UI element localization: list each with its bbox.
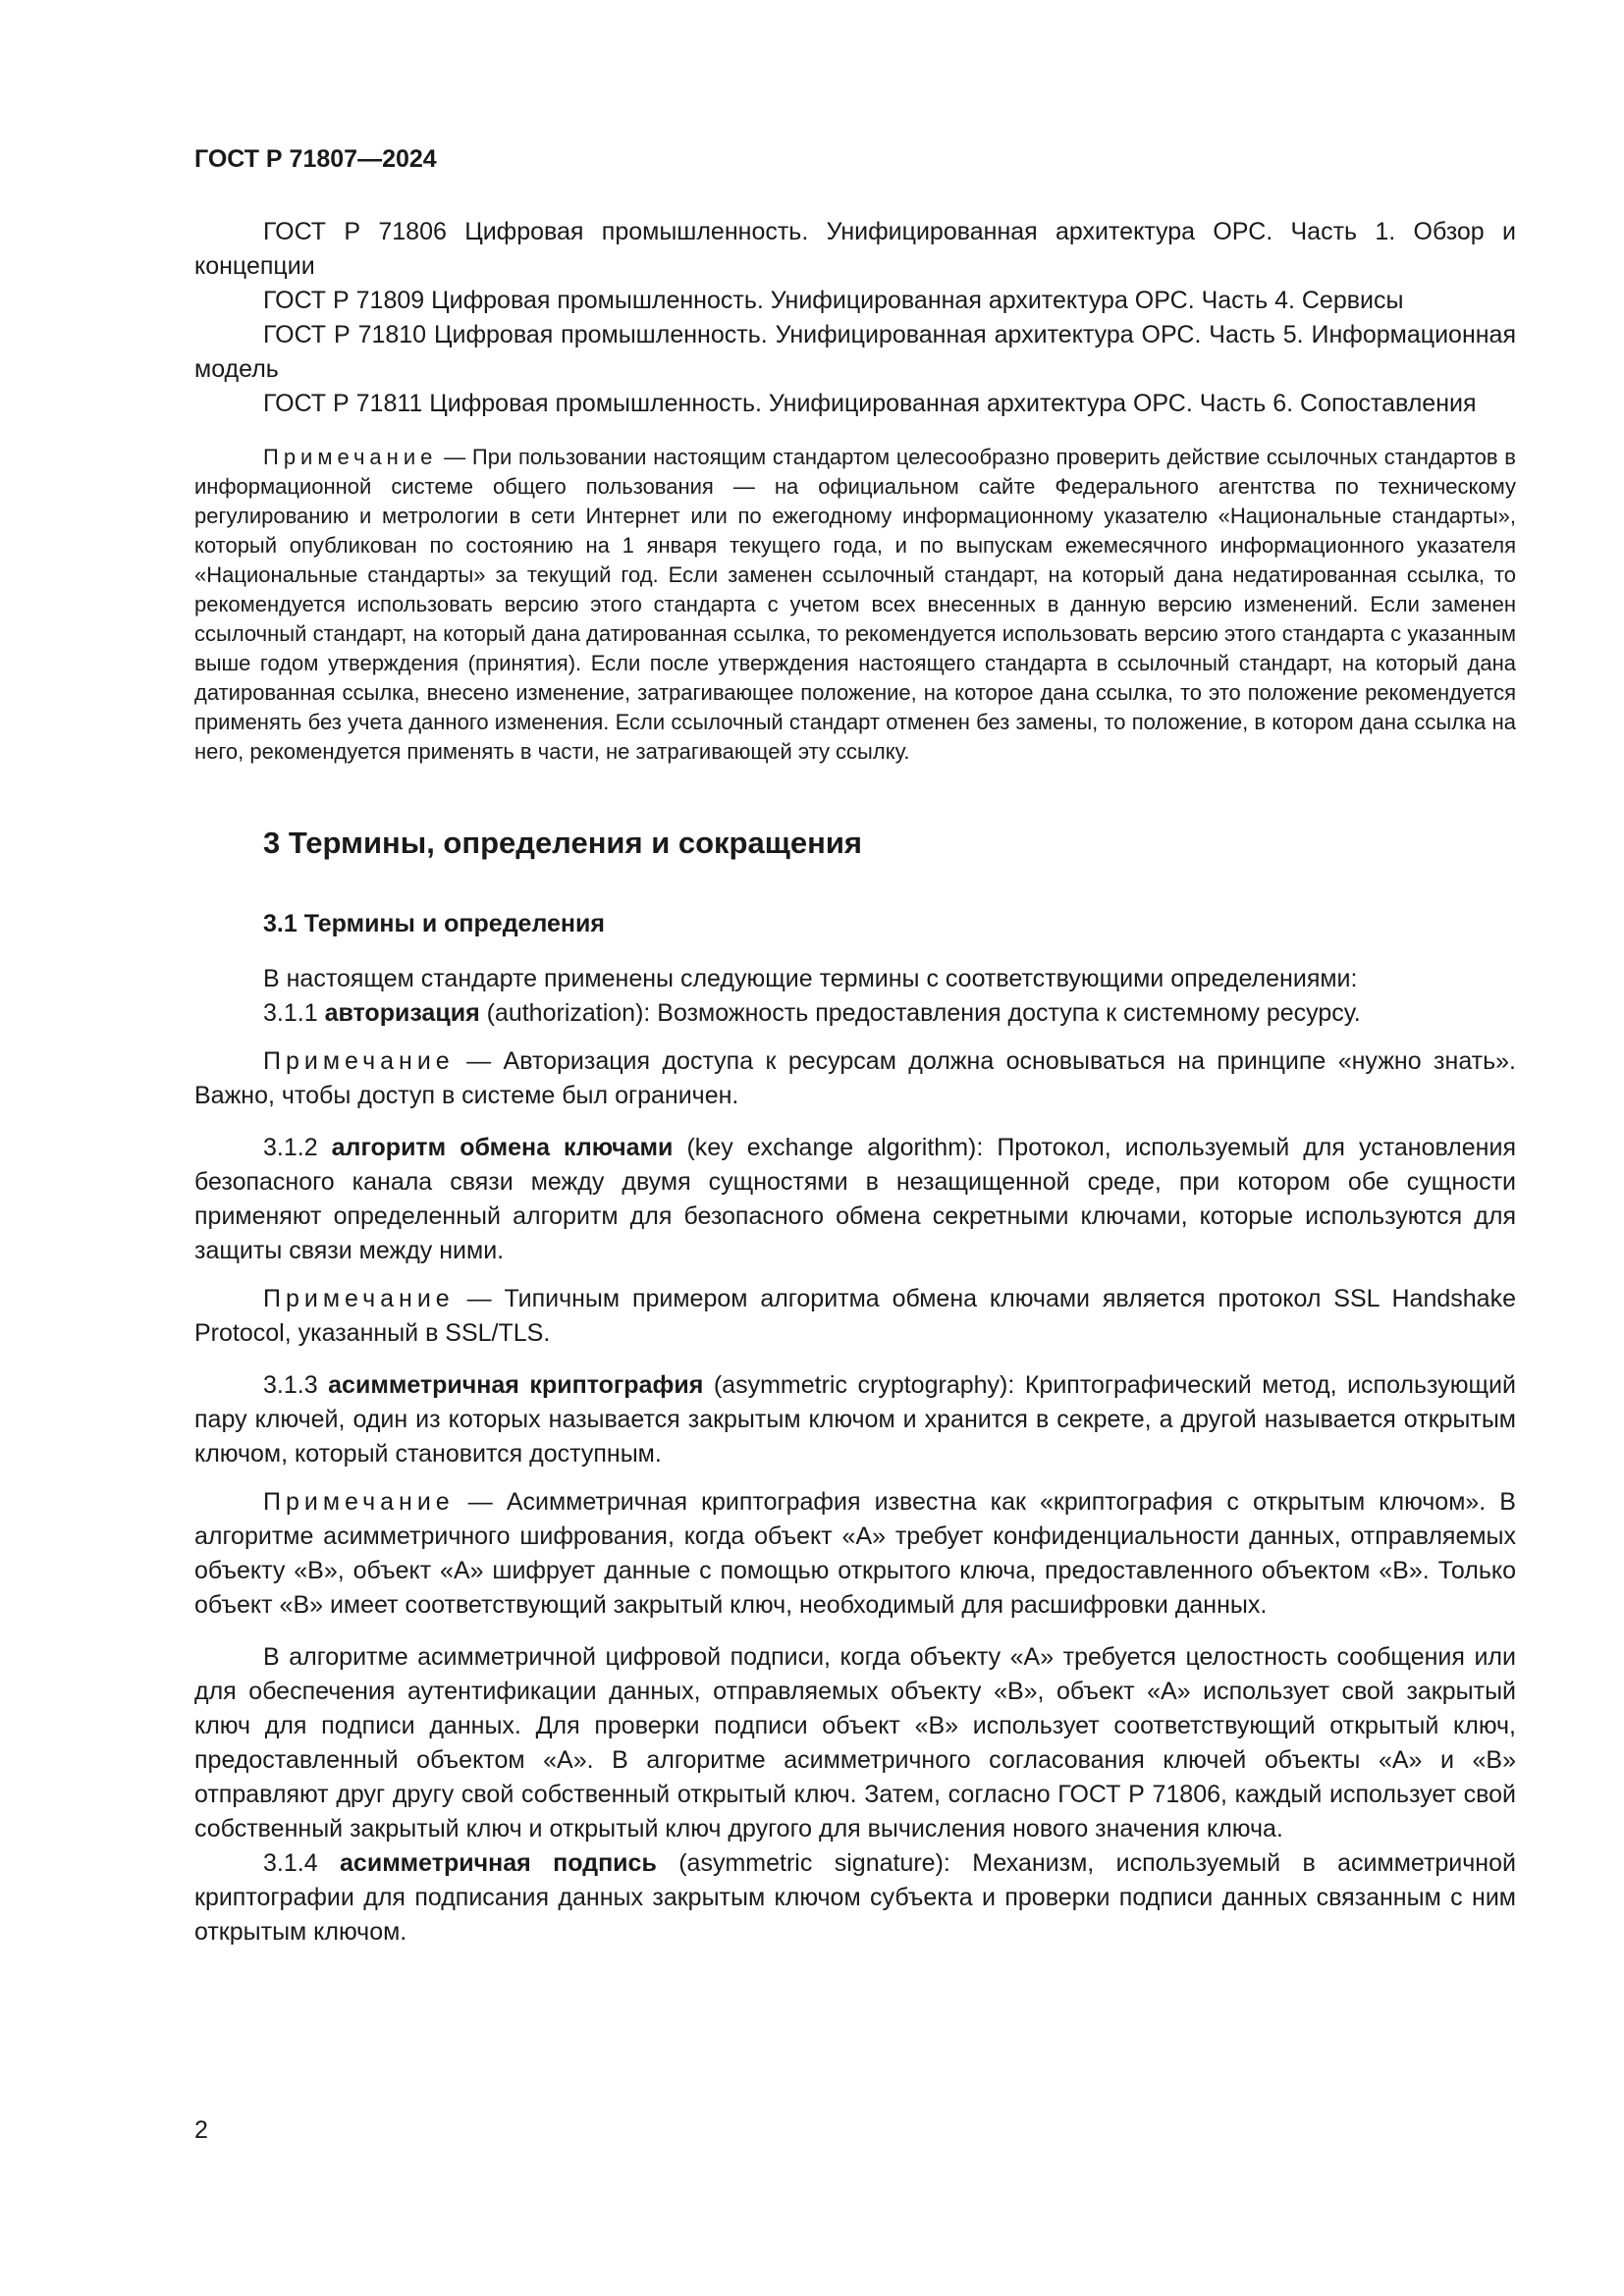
terms-body	[194, 962, 1516, 1949]
term-3-1-2-note: Примечание — Типичным примером алгоритма обмена ключами является протокол SSL Handshake Protocol, указанный в SSL/TLS.	[194, 1285, 1516, 1347]
note-dash: —	[437, 445, 472, 469]
reference-item: ГОСТ Р 71809 Цифровая промышленность. Унифицированная архитектура ОРС. Часть 4. Сервисы	[263, 287, 1404, 314]
page-content	[194, 145, 1516, 1949]
section-3-title: 3 Термины, определения и сокращения	[263, 826, 862, 860]
term-name: авторизация	[324, 999, 480, 1027]
document-code-header: ГОСТ Р 71807—2024	[194, 145, 437, 173]
reference-item: ГОСТ Р 71810 Цифровая промышленность. Унифицированная архитектура ОРС. Часть 5. Информационная модель	[194, 321, 1516, 383]
page-number: 2	[194, 2116, 208, 2144]
term-3-1-4: 3.1.4 асимметричная подпись (asymmetric signature): Механизм, используемый в асимметричной криптографии для подписания данных закрытым ключом субъекта и проверки подписи данных связанным с ним открытым ключом.	[194, 1849, 1516, 1946]
term-name: алгоритм обмена ключами	[331, 1134, 674, 1161]
references-note	[194, 443, 1516, 767]
reference-item: ГОСТ Р 71806 Цифровая промышленность. Унифицированная архитектура ОРС. Часть 1. Обзор и концепции	[194, 218, 1516, 280]
subsection-3-1-title: 3.1 Термины и определения	[263, 910, 605, 937]
reference-item: ГОСТ Р 71811 Цифровая промышленность. Унифицированная архитектура ОРС. Часть 6. Сопоставления	[263, 390, 1477, 417]
normative-references-list	[194, 215, 1516, 421]
term-3-1-2: 3.1.2 алгоритм обмена ключами (key exchange algorithm): Протокол, используемый для установления безопасного канала связи между двумя сущностями в незащищенной среде, при котором обе сущности применяют определенный алгоритм для безопасного обмена секретными ключами, которые используются для защиты связи между ними.	[194, 1134, 1516, 1264]
term-3-1-3-extra: В алгоритме асимметричной цифровой подписи, когда объекту «А» требуется целостность сообщения или для обеспечения аутентификации данных, отправляемых объекту «В», объект «А» использует свой закрытый ключ для подписи данных. Для проверки подписи объект «В» использует соответствующий открытый ключ, предоставленный объектом «А». В алгоритме асимметричного согласования ключей объекты «А» и «В» отправляют друг другу свой собственный открытый ключ. Затем, согласно ГОСТ Р 71806, каждый использует свой собственный закрытый ключ и открытый ключ другого для вычисления нового значения ключа.	[194, 1643, 1516, 1842]
term-3-1-3-note: Примечание — Асимметричная криптография известна как «криптография с открытым ключом». В алгоритме асимметричного шифрования, когда объект «А» требует конфиденциальности данных, отправляемых объекту «В», объект «А» шифрует данные с помощью открытого ключа, предоставленного объектом «В». Только объект «В» имеет соответствующий закрытый ключ, необходимый для расшифровки данных.	[194, 1488, 1516, 1619]
term-name: асимметричная криптография	[328, 1371, 704, 1399]
term-3-1-1: 3.1.1 авторизация (authorization): Возможность предоставления доступа к системному ресурсу.	[263, 999, 1361, 1027]
note-text: При пользовании настоящим стандартом целесообразно проверить действие ссылочных стандартов в информационной системе общего пользования — на официальном сайте Федерального агентства по техническому регулированию и метрологии в сети Интернет или по ежегодному информационному указателю «Национальные стандарты», который опубликован по состоянию на 1 января текущего года, и по выпускам ежемесячного информационного указателя «Национальные стандарты» за текущий год. Если заменен ссылочный стандарт, на который дана недатированная ссылка, то рекомендуется использовать версию этого стандарта с учетом всех внесенных в данную версию изменений. Если заменен ссылочный стандарт, на который дана датированная ссылка, то рекомендуется использовать версию этого стандарта с указанным выше годом утверждения (принятия). Если после утверждения настоящего стандарта в ссылочный стандарт, на который дана датированная ссылка, внесено изменение, затрагивающее положение, на которое дана ссылка, то это положение рекомендуется применять без учета данного изменения. Если ссылочный стандарт отменен без замены, то положение, в котором дана ссылка на него, рекомендуется применять в части, не затрагивающей эту ссылку.	[194, 445, 1516, 764]
term-name: асимметричная подпись	[340, 1849, 657, 1877]
term-3-1-3: 3.1.3 асимметричная криптография (asymmetric cryptography): Криптографический метод, использующий пару ключей, один из которых называется закрытым ключом и хранится в секрете, а другой называется открытым ключом, который становится доступным.	[194, 1371, 1516, 1468]
note-label: Примечание	[263, 445, 438, 469]
terms-intro: В настоящем стандарте применены следующие термины с соответствующими определениями:	[263, 965, 1358, 992]
term-3-1-1-note: Примечание — Авторизация доступа к ресурсам должна основываться на принципе «нужно знать». Важно, чтобы доступ в системе был ограничен.	[194, 1047, 1516, 1109]
